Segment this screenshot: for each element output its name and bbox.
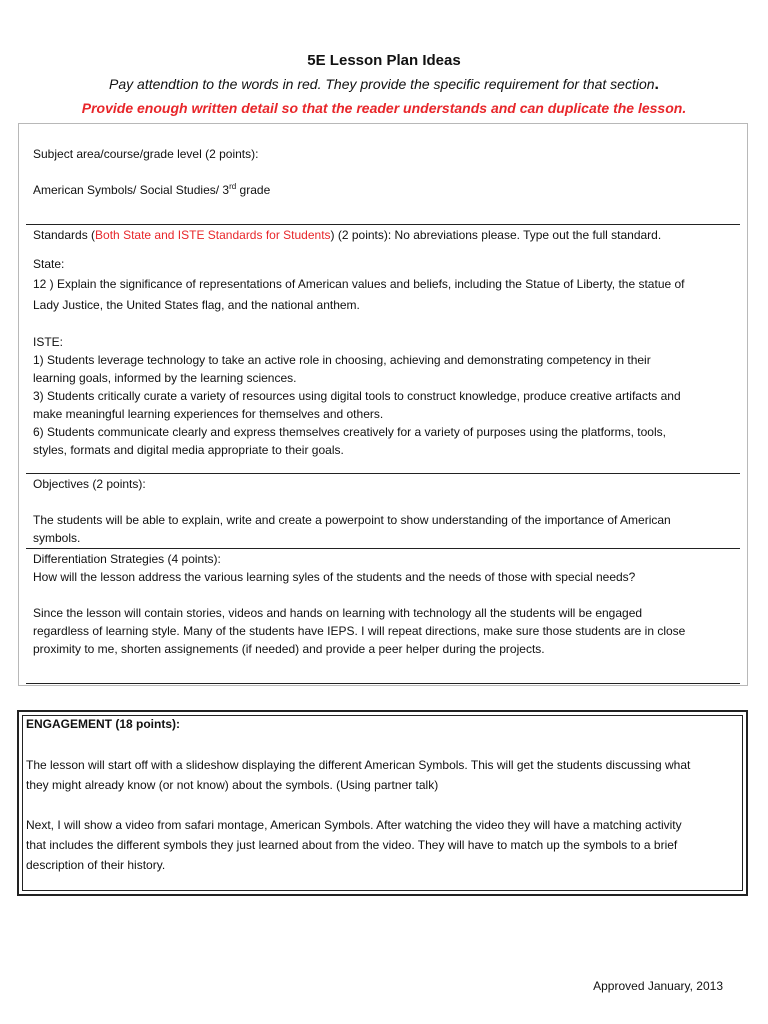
- subject-label: Subject area/course/grade level (2 points):: [33, 147, 259, 161]
- iste-line: styles, formats and digital media appropriate to their goals.: [33, 443, 344, 457]
- iste-line: 6) Students communicate clearly and express themselves creatively for a variety of purposes using the platforms, tools,: [33, 425, 666, 439]
- page-title: 5E Lesson Plan Ideas: [307, 52, 461, 69]
- engagement-paragraph: [26, 815, 726, 875]
- subtitle: [0, 76, 768, 94]
- engagement-line: The lesson will start off with a slideshow displaying the different American Symbols. This will get the students discussing what: [26, 758, 691, 772]
- standards-label-start: Standards (: [33, 228, 96, 242]
- engagement-paragraph: [26, 755, 726, 795]
- state-standard: [33, 255, 723, 314]
- engagement-line: they might already know (or not know) about the symbols. (Using partner talk): [26, 778, 439, 792]
- standards-label: [33, 226, 723, 244]
- differentiation-line: Since the lesson will contain stories, videos and hands on learning with technology all the students will be engaged: [33, 606, 643, 620]
- standards-label-red: Both State and ISTE Standards for Students: [95, 228, 331, 242]
- objectives-section: [33, 475, 723, 547]
- differentiation-section: [33, 550, 723, 658]
- subtitle-text: Pay attendtion to the words in red. They provide the specific requirement for that section: [109, 76, 655, 92]
- divider: [26, 683, 740, 684]
- engagement-label: ENGAGEMENT (18 points):: [26, 717, 181, 731]
- subject-section: [33, 145, 723, 199]
- state-line: Lady Justice, the United States flag, and the national anthem.: [33, 298, 360, 312]
- subject-value-end: grade: [236, 183, 271, 197]
- state-line: 12 ) Explain the significance of representations of American values and beliefs, including the Statue of Liberty, the statue of: [33, 277, 685, 291]
- iste-line: 1) Students leverage technology to take an active role in choosing, achieving and demonstrating competency in their: [33, 353, 651, 367]
- engagement-line: Next, I will show a video from safari montage, American Symbols. After watching the video they will have a matching activity: [26, 818, 682, 832]
- iste-line: learning goals, informed by the learning sciences.: [33, 371, 297, 385]
- divider: [26, 224, 740, 225]
- engagement-line: description of their history.: [26, 858, 166, 872]
- red-instruction: Provide enough written detail so that the reader understands and can duplicate the lesson.: [81, 100, 687, 116]
- differentiation-line: proximity to me, shorten assignements (if needed) and provide a peer helper during the projects.: [33, 642, 545, 656]
- subject-value-text: American Symbols/ Social Studies/ 3: [33, 183, 230, 197]
- iste-line: make meaningful learning experiences for themselves and others.: [33, 407, 384, 421]
- iste-standard: [33, 333, 723, 459]
- iste-label: ISTE:: [33, 335, 64, 349]
- differentiation-question: How will the lesson address the various learning syles of the students and the needs of those with special needs?: [33, 570, 636, 584]
- approval-date: Approved January, 2013: [593, 979, 723, 993]
- iste-line: 3) Students critically curate a variety of resources using digital tools to construct knowledge, produce creative artifacts and: [33, 389, 681, 403]
- objectives-line: The students will be able to explain, write and create a powerpoint to show understanding of the importance of American: [33, 513, 671, 527]
- objectives-line: symbols.: [33, 531, 81, 545]
- divider: [26, 473, 740, 474]
- standards-section: [33, 226, 723, 244]
- divider: [26, 548, 740, 549]
- subtitle-period: .: [654, 76, 659, 93]
- differentiation-line: regardless of learning style. Many of the students have IEPS. I will repeat directions, make sure those students are in close: [33, 624, 686, 638]
- state-label: State:: [33, 257, 65, 271]
- engagement-line: that includes the different symbols they just learned about from the video. They will have to match up the symbols to a brief: [26, 838, 678, 852]
- differentiation-label: Differentiation Strategies (4 points):: [33, 552, 221, 566]
- subject-value-sup: rd: [229, 182, 237, 191]
- subject-value: [33, 181, 723, 199]
- objectives-label: Objectives (2 points):: [33, 477, 146, 491]
- standards-label-end: ) (2 points): No abreviations please. Type out the full standard.: [330, 228, 662, 242]
